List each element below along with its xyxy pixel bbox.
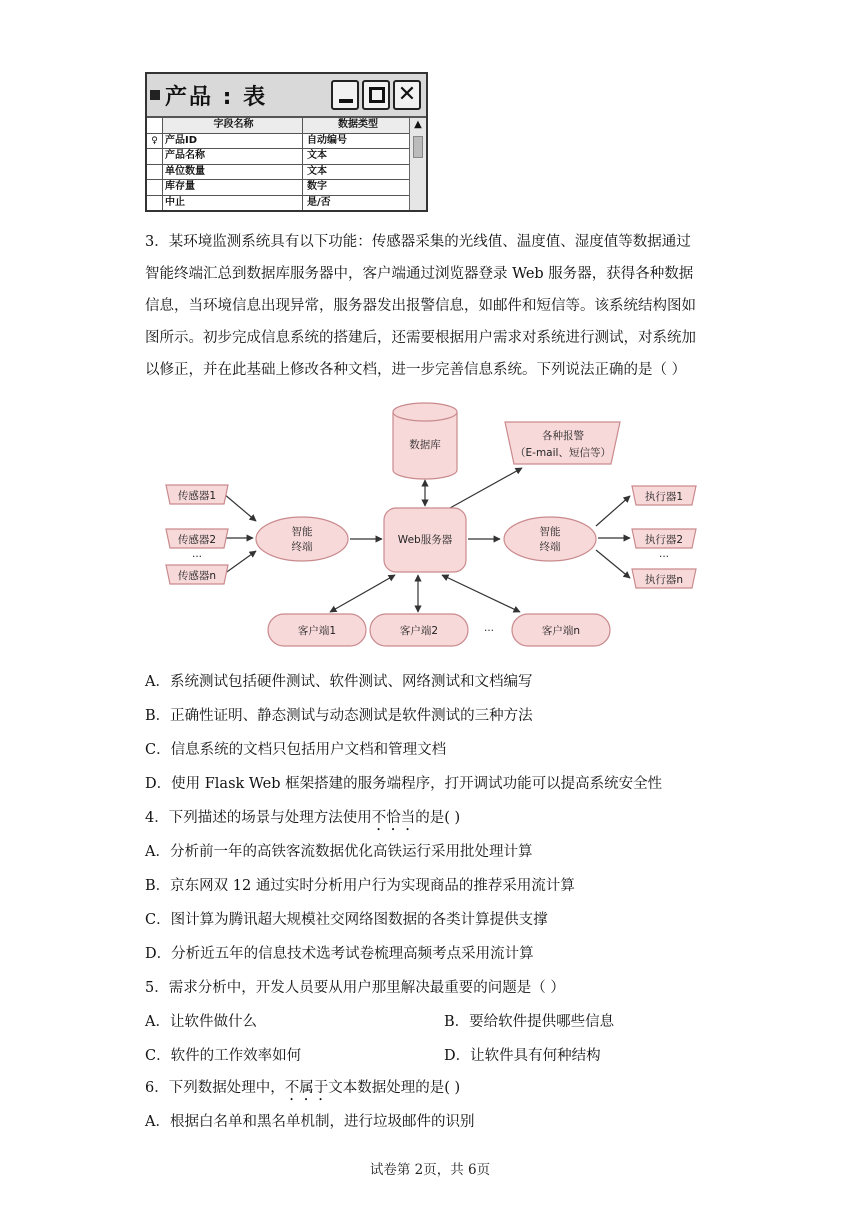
actuator-label: 执行器n <box>644 574 684 586</box>
q3-option-a: A．系统测试包括硬件测试、软件测试、网络测试和文档编写 <box>145 674 533 690</box>
table-row <box>147 149 409 165</box>
q4-option-b: B．京东网双 12 通过实时分析用户行为实现商品的推荐采用流计算 <box>145 878 575 894</box>
q5-option-c: C．软件的工作效率如何 <box>145 1048 302 1064</box>
smart-terminal-right <box>504 517 596 561</box>
header-data-type: 数据类型 <box>303 118 409 133</box>
sensor-label: 传感器n <box>177 570 217 582</box>
q4-option-c: C．图计算为腾讯超大规模社交网络图数据的各类计算提供支撑 <box>145 912 548 928</box>
data-type-cell: 是/否 <box>307 196 331 208</box>
client-label: 客户端2 <box>399 625 439 637</box>
product-table-window <box>145 72 428 212</box>
table-row <box>147 165 409 181</box>
terminal-label: 智能 <box>291 526 313 538</box>
minimize-icon <box>331 80 359 110</box>
terminal-label: 终端 <box>539 541 561 553</box>
q3-option-c: C．信息系统的文档只包括用户文档和管理文档 <box>145 742 447 758</box>
data-type-cell: 数字 <box>307 181 327 192</box>
page-footer: 试卷第 2页，共 6页 <box>369 1162 491 1178</box>
q5-option-a: A．让软件做什么 <box>145 1014 257 1030</box>
q4-stem: 4．下列描述的场景与处理方法使用不恰当的是( ) <box>145 810 461 826</box>
web-server-label: Web服务器 <box>397 534 453 546</box>
q3-line: 智能终端汇总到数据库服务器中，客户端通过浏览器登录 Web 服务器，获得各种数据 <box>145 266 694 282</box>
maximize-icon <box>362 80 390 110</box>
q6-stem: 6．下列数据处理中，不属于文本数据处理的是( ) <box>145 1080 461 1096</box>
header-field-name: 字段名称 <box>163 118 303 133</box>
table-scrollbar <box>409 118 426 212</box>
q5-stem: 5．需求分析中，开发人员要从用户那里解决最重要的问题是（ ） <box>145 980 565 996</box>
q5-option-d: D．让软件具有何种结构 <box>444 1048 601 1064</box>
field-name-cell: 单位数量 <box>163 165 303 180</box>
actuator-label: 执行器1 <box>644 491 684 503</box>
sensor-label: 传感器2 <box>177 534 217 546</box>
q6-emphasis: 不属于 <box>284 1080 329 1096</box>
client-label: 客户端1 <box>297 625 337 637</box>
q3-option-d: D．使用 Flask Web 框架搭建的服务端程序，打开调试功能可以提高系统安全性 <box>145 776 663 792</box>
sensor-label: 传感器1 <box>177 490 217 502</box>
alarm-label: 各种报警 <box>542 430 584 442</box>
client-label: 客户端n <box>541 625 581 637</box>
q5-option-b: B．要给软件提供哪些信息 <box>444 1014 615 1030</box>
table-window-titlebar <box>147 74 426 118</box>
database-node <box>393 403 457 479</box>
actuator-label: 执行器2 <box>644 534 684 546</box>
smart-terminal-left <box>256 517 348 561</box>
terminal-label: 终端 <box>291 541 313 553</box>
table-row <box>147 134 409 150</box>
alarm-node <box>505 422 620 464</box>
field-name-cell: 中止 <box>163 196 303 211</box>
q3-line: 以修正，并在此基础上修改各种文档，进一步完善信息系统。下列说法正确的是（ ） <box>145 362 687 378</box>
client-ellipsis: ··· <box>483 625 495 637</box>
q3-option-b: B．正确性证明、静态测试与动态测试是软件测试的三种方法 <box>145 708 533 724</box>
q3-stem <box>145 226 725 386</box>
q6-option-a: A．根据白名单和黑名单机制，进行垃圾邮件的识别 <box>145 1114 475 1130</box>
table-icon <box>150 90 160 100</box>
table-row <box>147 180 409 196</box>
grid-header-row <box>147 118 409 134</box>
q3-line: 图所示。初步完成信息系统的搭建后，还需要根据用户需求对系统进行测试，对系统加 <box>145 330 696 346</box>
field-name-cell: 产品名称 <box>163 149 303 164</box>
table-row <box>147 196 409 212</box>
data-type-cell: 文本 <box>307 165 327 177</box>
q3-line: 3．某环境监测系统具有以下功能：传感器采集的光线值、温度值、湿度值等数据通过 <box>145 234 691 250</box>
q4-option-a: A．分析前一年的高铁客流数据优化高铁运行采用批处理计算 <box>145 844 533 860</box>
database-label: 数据库 <box>409 439 441 451</box>
data-type-cell: 自动编号 <box>307 134 347 146</box>
web-server-node <box>384 508 466 572</box>
field-name-cell: 产品ID <box>163 134 303 149</box>
field-grid <box>147 118 409 211</box>
actuator-nodes <box>632 486 696 588</box>
scroll-thumb <box>413 136 423 158</box>
q4-emphasis: 不恰当 <box>371 810 416 826</box>
actuator-ellipsis: ··· <box>658 551 670 563</box>
system-structure-diagram <box>160 398 705 658</box>
table-window-title: 产品 : 表 <box>165 85 268 110</box>
q3-line: 信息，当环境信息出现异常，服务器发出报警信息，如邮件和短信等。该系统结构图如 <box>145 298 696 314</box>
scroll-up-icon: ▲ <box>414 119 422 130</box>
primary-key-icon: ♀ <box>147 134 163 149</box>
sensor-nodes <box>166 485 228 584</box>
client-nodes <box>268 614 610 646</box>
terminal-label: 智能 <box>539 526 561 538</box>
data-type-cell: 文本 <box>307 150 327 161</box>
field-name-cell: 库存量 <box>163 180 303 195</box>
alarm-sublabel: （E-mail、短信等） <box>515 447 611 459</box>
close-icon: ✕ <box>393 80 421 110</box>
sensor-ellipsis: ··· <box>191 551 203 563</box>
q4-option-d: D．分析近五年的信息技术选考试卷梳理高频考点采用流计算 <box>145 946 534 962</box>
